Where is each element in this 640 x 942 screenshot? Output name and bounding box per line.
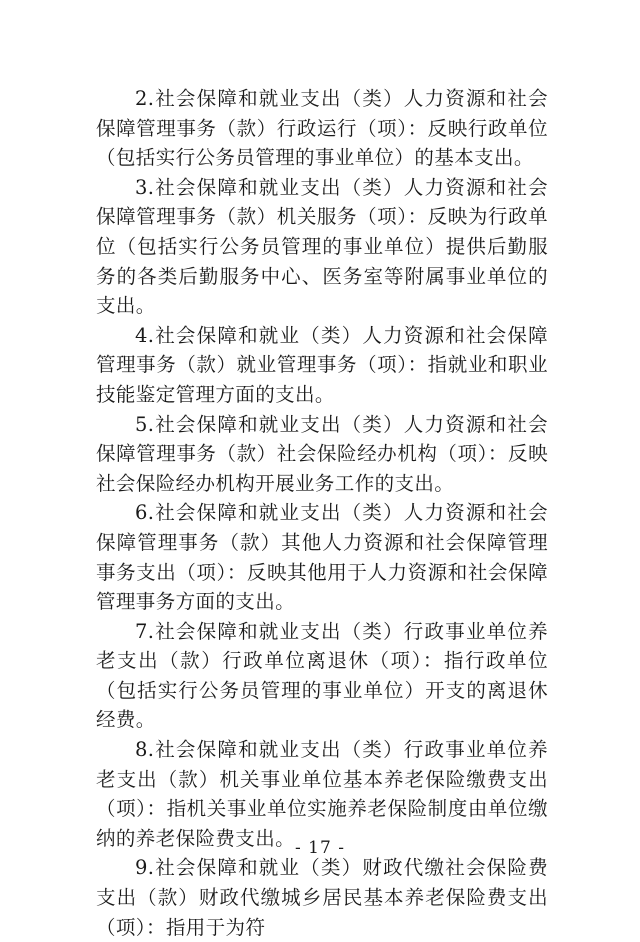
- paragraph-item-8: 8.社会保障和就业支出（类）行政事业单位养老支出（款）机关事业单位基本养老保险缴费支出（项）：指机关事业单位实施养老保险制度由单位缴纳的养老保险费支出。: [96, 738, 548, 850]
- paragraph-item-6: 6.社会保障和就业支出（类）人力资源和社会保障管理事务（款）其他人力资源和社会保障管理事务支出（项）：反映其他用于人力资源和社会保障管理事务方面的支出。: [96, 501, 548, 614]
- page-number: - 17 -: [295, 838, 345, 858]
- paragraph-item-7: 7.社会保障和就业支出（类）行政事业单位养老支出（款）行政单位离退休（项）：指行政单位（包括实行公务员管理的事业单位）开支的离退休经费。: [96, 619, 548, 732]
- paragraph-item-4: 4.社会保障和就业（类）人力资源和社会保障管理事务（款）就业管理事务（项）：指就业和职业技能鉴定管理方面的支出。: [96, 323, 548, 406]
- paragraph-item-5: 5.社会保障和就业支出（类）人力资源和社会保障管理事务（款）社会保险经办机构（项）：反映社会保险经办机构开展业务工作的支出。: [96, 412, 548, 495]
- paragraph-item-3: 3.社会保障和就业支出（类）人力资源和社会保障管理事务（款）机关服务（项）：反映为行政单位（包括实行公务员管理的事业单位）提供后勤服务的各类后勤服务中心、医务室等附属事业单位的支出。: [96, 175, 548, 318]
- paragraph-item-2: 2.社会保障和就业支出（类）人力资源和社会保障管理事务（款）行政运行（项）：反映行政单位（包括实行公务员管理的事业单位）的基本支出。: [96, 87, 548, 170]
- paragraph-item-9: 9.社会保障和就业（类）财政代缴社会保险费支出（款）财政代缴城乡居民基本养老保险费支出（项）：指用于为符: [96, 856, 548, 939]
- document-body: [96, 84, 548, 942]
